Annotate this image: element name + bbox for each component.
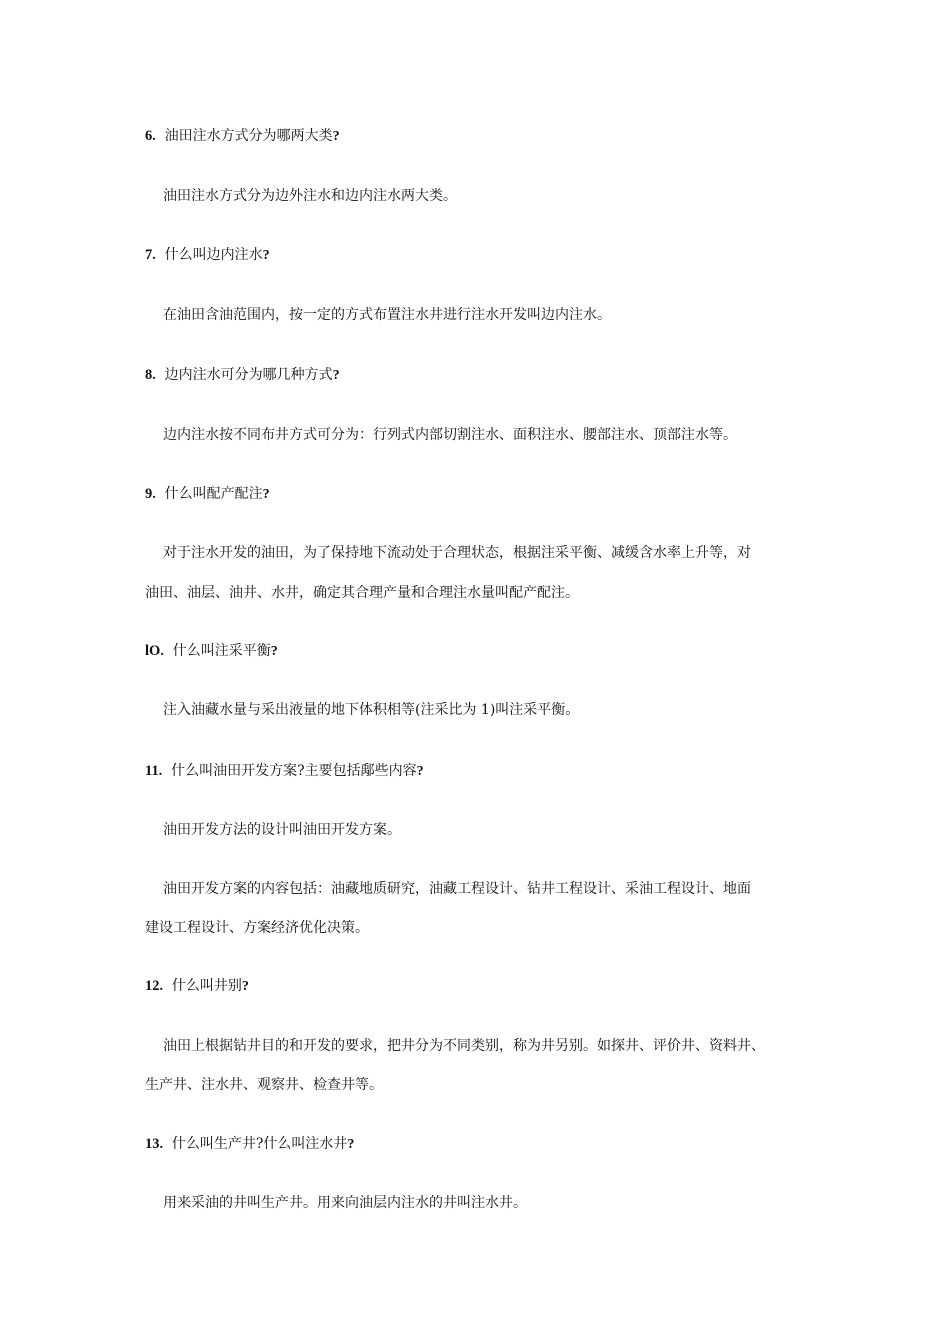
question-7: 7. 什么叫边内注水?	[145, 247, 270, 263]
answer-9-line-2: 油田、油层、油井、水井，确定其合理产量和合理注水量叫配产配注。	[145, 585, 579, 601]
question-10: lO. 什么叫注采平衡?	[145, 643, 278, 659]
answer-11-line-3: 建设工程设计、方案经济优化决策。	[145, 920, 369, 936]
question-text: 边内注水可分为哪几种方式	[164, 367, 333, 383]
answer-12-line-2: 生产井、注水井、观察井、检查井等。	[145, 1077, 383, 1093]
question-text: 什么叫井别	[171, 978, 242, 994]
question-number: lO	[145, 643, 161, 659]
question-12: 12. 什么叫井别?	[145, 978, 249, 994]
answer-6-line-1: 油田注水方式分为边外注水和边内注水两大类。	[163, 188, 457, 204]
answer-8-line-1: 边内注水按不同布井方式可分为：行列式内部切割注水、面积注水、腰部注水、顶部注水等。	[163, 427, 737, 443]
question-text: 油田注水方式分为哪两大类	[164, 128, 333, 144]
question-number: 6	[145, 128, 153, 144]
question-text: 什么叫边内注水	[164, 247, 263, 263]
question-number: 12	[145, 978, 160, 994]
answer-11-line-2: 油田开发方案的内容包括：油藏地质研究，油藏工程设计、钻井工程设计、采油工程设计、地面	[163, 881, 751, 897]
question-11: 11. 什么叫油田开发方案?主要包括鄅些内容?	[145, 763, 424, 779]
question-number: 8	[145, 367, 153, 383]
answer-10-line-1: 注入油藏水量与采出液量的地下体积相等(注采比为 1)叫注采平衡。	[163, 702, 580, 718]
answer-11-line-1: 油田开发方法的设计叫油田开发方案。	[163, 822, 401, 838]
answer-13-line-1: 用来采油的井叫生产井。用来向油层内注水的井叫注水井。	[163, 1195, 527, 1211]
question-text: 什么叫油田开发方案?主要包括鄅些内容	[171, 763, 417, 779]
question-text: 什么叫注采平衡	[172, 643, 271, 659]
question-text: 什么叫配产配注	[164, 486, 263, 502]
question-number: 7	[145, 247, 153, 263]
question-6: 6. 油田注水方式分为哪两大类?	[145, 128, 340, 144]
answer-12-line-1: 油田上根据钻井目的和开发的要求，把井分为不同类别，称为井另别。如探井、评价井、资料井、	[163, 1038, 765, 1054]
question-number: 11	[145, 763, 159, 779]
answer-9-line-1: 对于注水开发的油田，为了保持地下流动处于合理状态，根据注采平衡、减缓含水率上升等，对	[163, 545, 751, 561]
question-8: 8. 边内注水可分为哪几种方式?	[145, 367, 340, 383]
question-number: 9	[145, 486, 153, 502]
question-9: 9. 什么叫配产配注?	[145, 486, 270, 502]
answer-7-line-1: 在油田含油范围内，按一定的方式布置注水井进行注水开发叫边内注水。	[163, 307, 611, 323]
question-text: 什么叫生产井?什么叫注水井	[171, 1136, 348, 1152]
question-13: 13. 什么叫生产井?什么叫注水井?	[145, 1136, 355, 1152]
question-number: 13	[145, 1136, 160, 1152]
